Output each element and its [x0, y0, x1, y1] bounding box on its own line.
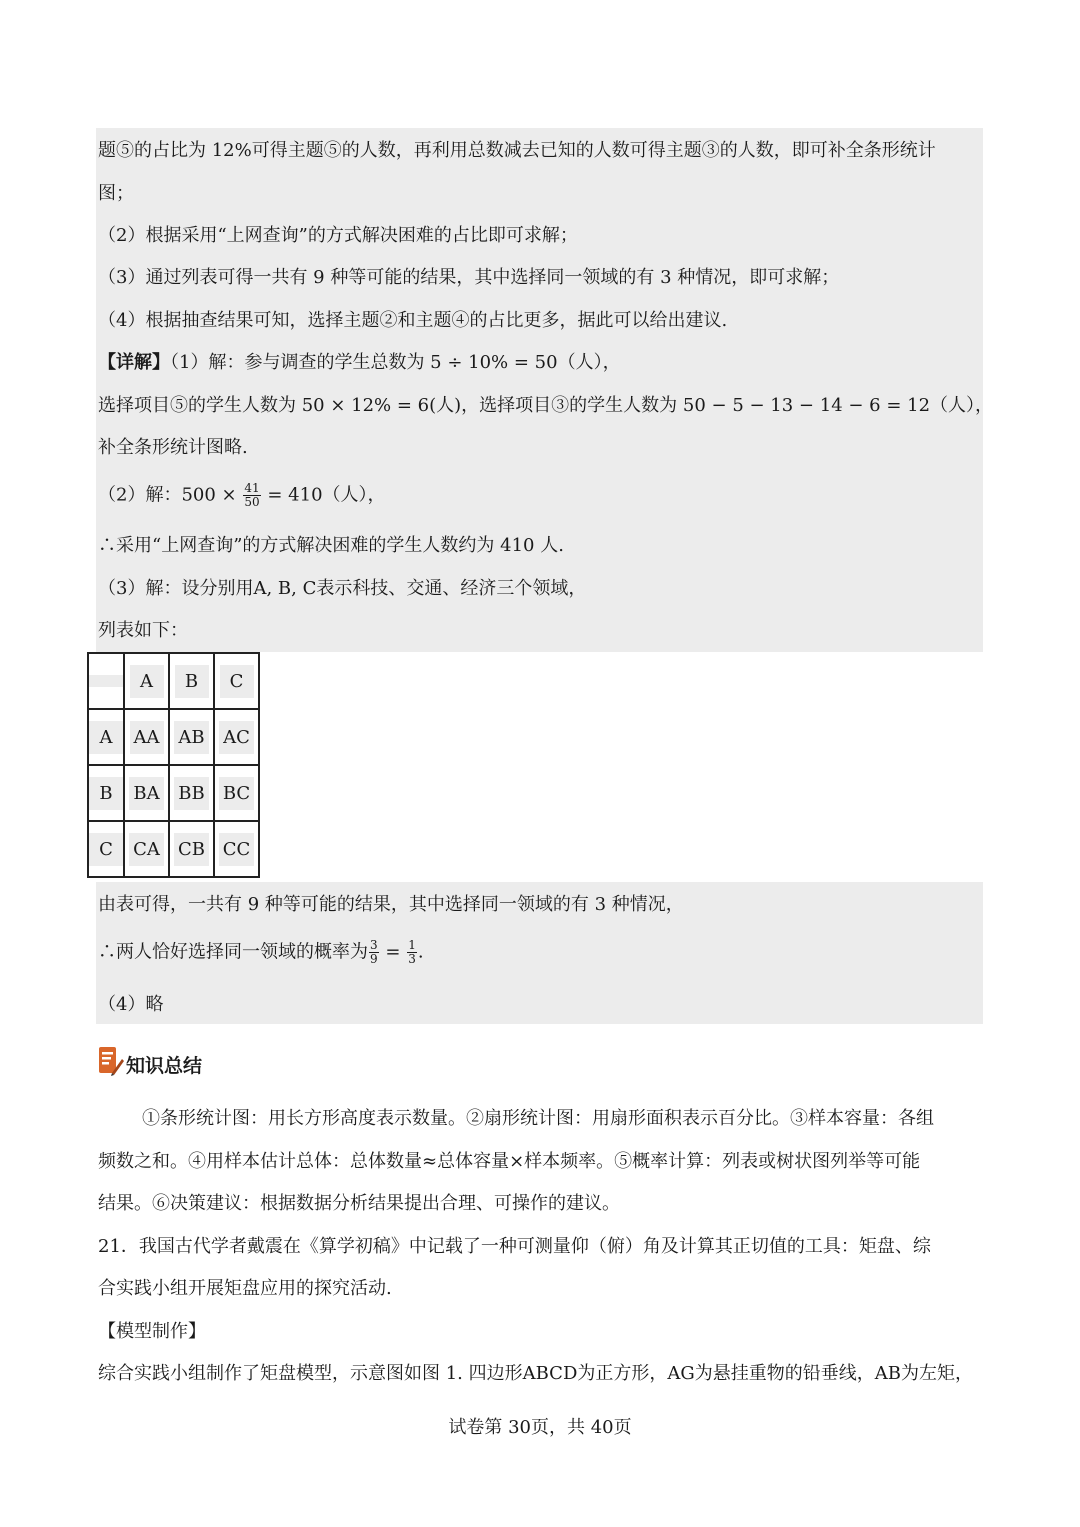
- section-title: 知识总结: [126, 1054, 203, 1077]
- table-cell: [169, 653, 214, 709]
- cell-text: A: [89, 721, 123, 754]
- table-cell: [124, 821, 169, 877]
- cell-text: [89, 675, 123, 687]
- cell-text: C: [220, 665, 254, 698]
- numerator: 41: [244, 481, 260, 495]
- cell-text: A: [130, 665, 164, 698]
- cell-text: BB: [174, 777, 208, 810]
- solution-line: 补全条形统计图略.: [98, 437, 248, 458]
- solution-shade-top: [96, 128, 983, 652]
- eq-prefix: （2）解：500 ×: [98, 484, 237, 506]
- solution-line: （2）根据采用“上网查询”的方式解决困难的占比即可求解；: [98, 225, 578, 246]
- table-cell: [124, 709, 169, 765]
- solution-line: （3）通过列表可得一共有 9 种等可能的结果，其中选择同一领域的有 3 种情况，即可求解；: [98, 267, 840, 288]
- solution-line: （4）略: [98, 994, 164, 1015]
- table-cell: [88, 821, 124, 877]
- cell-text: AB: [174, 721, 208, 754]
- solution-line: 选择项目⑤的学生人数为 50 × 12% = 6(人)，选择项目③的学生人数为 50 − 5 − 13 − 14 − 6 = 12（人），: [98, 395, 994, 416]
- table-cell: [214, 821, 259, 877]
- table-cell: [88, 653, 124, 709]
- cell-text: CB: [174, 833, 209, 866]
- fraction: [243, 482, 260, 509]
- numerator: 3: [370, 938, 378, 952]
- solution-line: （3）解：设分别用A, B, C表示科技、交通、经济三个领域，: [98, 578, 587, 599]
- question-line: 合实践小组开展矩盘应用的探究活动.: [98, 1278, 392, 1299]
- table-cell: [124, 653, 169, 709]
- outcome-table: [87, 652, 260, 878]
- eq-suffix: = 410（人），: [267, 484, 386, 506]
- probability-line: [98, 939, 424, 966]
- numerator: 1: [408, 938, 416, 952]
- summary-line: ①条形统计图：用长方形高度表示数量。②扇形统计图：用扇形面积表示百分比。③样本容量：各组: [142, 1108, 934, 1129]
- table-cell: [88, 765, 124, 821]
- solution-line: ∴采用“上网查询”的方式解决困难的学生人数约为 410 人.: [98, 535, 564, 556]
- solution-line: （4）根据抽查结果可知，选择主题②和主题④的占比更多，据此可以给出建议.: [98, 310, 728, 331]
- denominator: 50: [244, 495, 260, 509]
- solution-line: 题⑤的占比为 12%可得主题⑤的人数，再利用总数减去已知的人数可得主题③的人数，即可补全条形统计: [98, 140, 936, 161]
- cell-text: B: [89, 777, 123, 810]
- table-cell: [88, 709, 124, 765]
- table-cell: [169, 765, 214, 821]
- cell-text: BC: [219, 777, 254, 810]
- summary-line: 频数之和。④用样本估计总体：总体数量≈总体容量×样本频率。⑤概率计算：列表或树状图列举等可能: [98, 1151, 921, 1172]
- question-line: 21．我国古代学者戴震在《算学初稿》中记载了一种可测量仰（俯）角及计算其正切值的工具：矩盘、综: [98, 1236, 931, 1257]
- table-cell: [214, 765, 259, 821]
- denominator: 3: [408, 952, 416, 966]
- summary-line: 结果。⑥决策建议：根据数据分析结果提出合理、可操作的建议。: [98, 1193, 620, 1214]
- knowledge-summary-header: [98, 1043, 202, 1077]
- solution-line: 列表如下：: [98, 620, 188, 641]
- detail-text: （1）解：参与调查的学生总数为 5 ÷ 10% = 50（人），: [170, 352, 621, 373]
- cell-text: AC: [219, 721, 254, 754]
- page-footer: 试卷第 30页，共 40页: [448, 1417, 632, 1438]
- fraction: [369, 939, 379, 966]
- solution-line: 由表可得，一共有 9 种等可能的结果，其中选择同一领域的有 3 种情况，: [98, 894, 684, 915]
- table-cell: [124, 765, 169, 821]
- prob-prefix: ∴两人恰好选择同一领域的概率为: [98, 941, 368, 963]
- cell-text: CC: [219, 833, 255, 866]
- cell-text: B: [175, 665, 209, 698]
- table-header-row: [88, 653, 259, 709]
- table-cell: [169, 821, 214, 877]
- section-heading: 【模型制作】: [98, 1321, 206, 1342]
- table-cell: [214, 709, 259, 765]
- table-cell: [214, 653, 259, 709]
- notebook-pencil-icon: [98, 1045, 124, 1075]
- cell-text: CA: [129, 833, 164, 866]
- cell-text: C: [89, 833, 123, 866]
- table-row: [88, 709, 259, 765]
- fraction: [407, 939, 417, 966]
- question-line: 综合实践小组制作了矩盘模型，示意图如图 1. 四边形ABCD为正方形，AG为悬挂重物的铅垂线，AB为左矩，: [98, 1363, 973, 1384]
- table-cell: [169, 709, 214, 765]
- cell-text: BA: [129, 777, 163, 810]
- cell-text: AA: [130, 721, 164, 754]
- detail-line: [98, 351, 621, 375]
- period: .: [417, 941, 424, 963]
- table-row: [88, 765, 259, 821]
- solution-line: 图；: [98, 183, 134, 204]
- table-row: [88, 821, 259, 877]
- denominator: 9: [370, 952, 378, 966]
- detail-label: 【详解】: [98, 352, 170, 373]
- equals-sign: =: [385, 941, 401, 963]
- fraction-line: [98, 482, 386, 509]
